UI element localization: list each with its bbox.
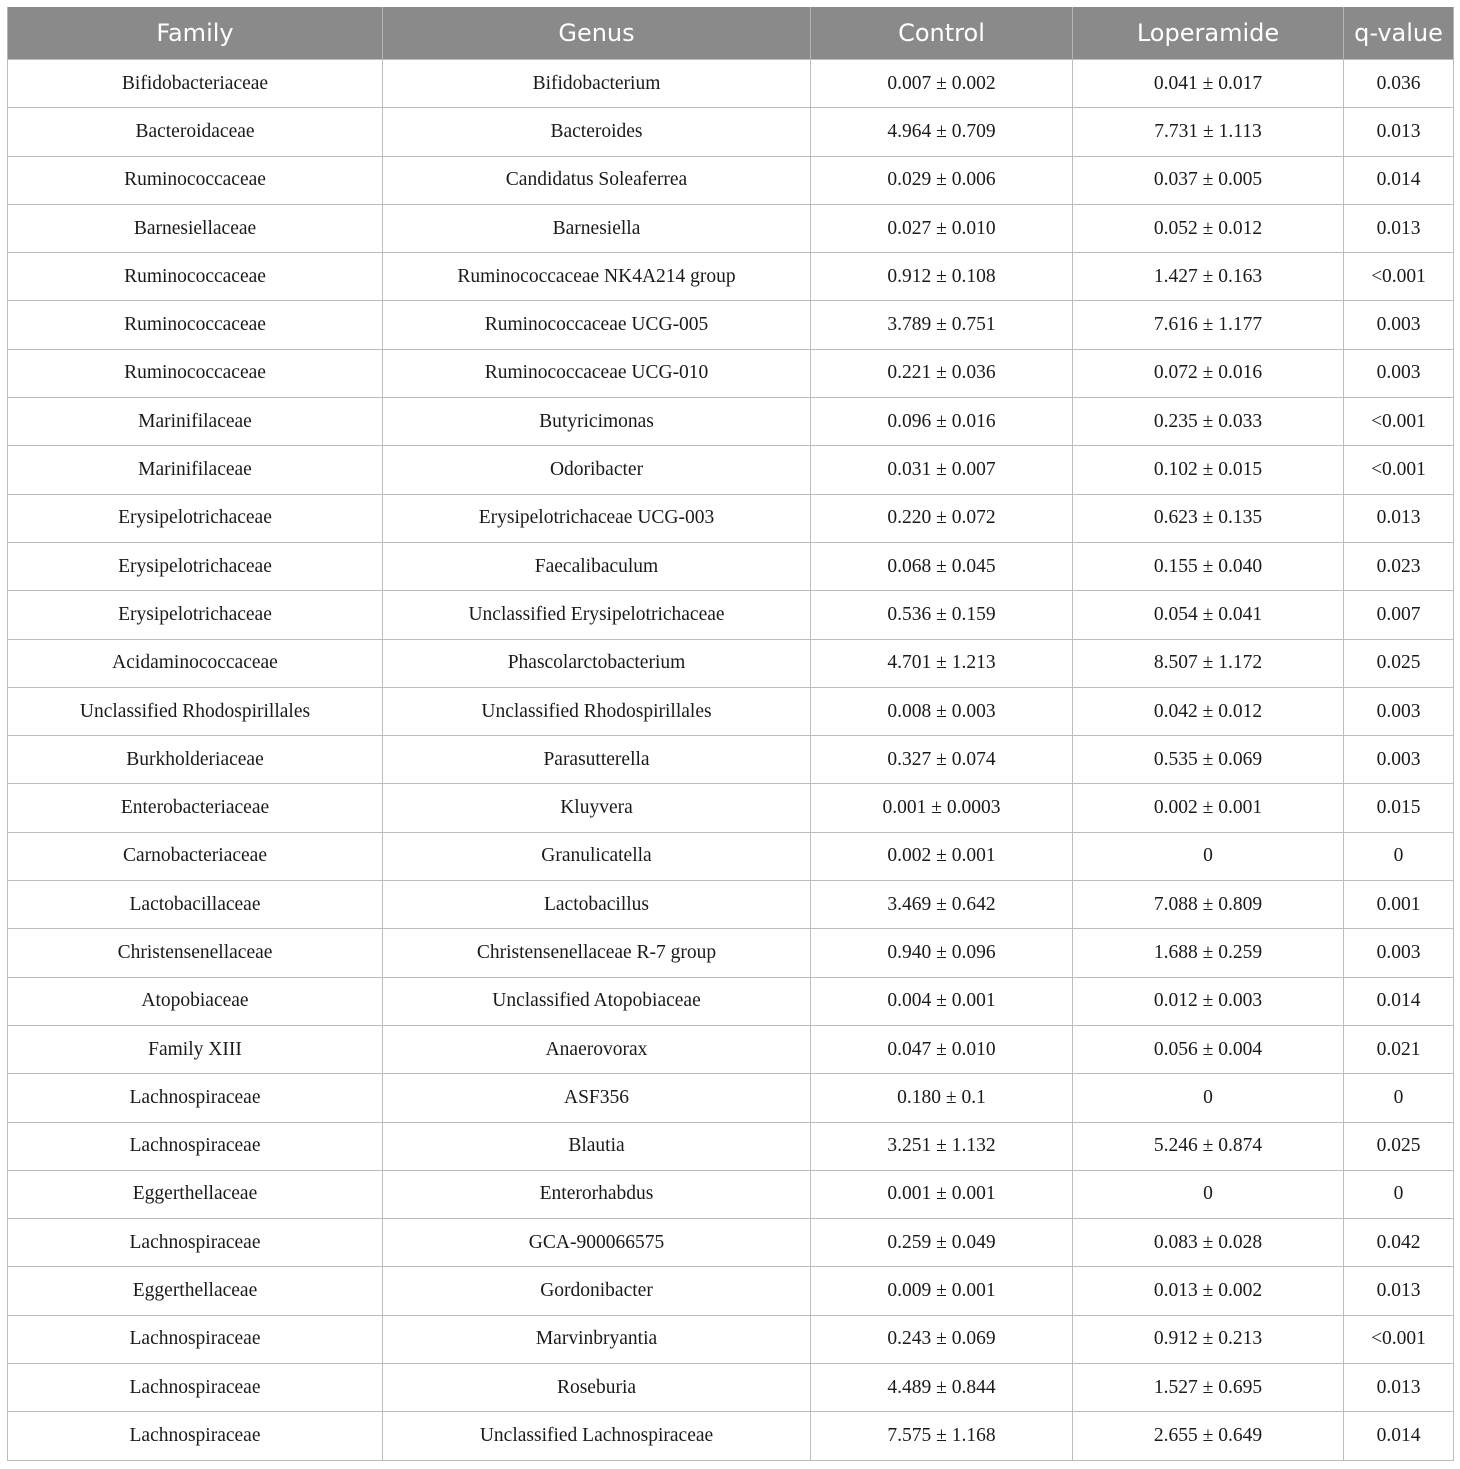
cell-genus: Unclassified Erysipelotrichaceae	[383, 591, 811, 639]
cell-control: 0.536 ± 0.159	[811, 591, 1073, 639]
cell-q-value: 0.003	[1344, 301, 1454, 349]
table-row	[8, 301, 1454, 349]
cell-q-value: <0.001	[1344, 398, 1454, 446]
table-row	[8, 1074, 1454, 1122]
cell-control: 0.259 ± 0.049	[811, 1219, 1073, 1267]
table-row	[8, 977, 1454, 1025]
table-row	[8, 784, 1454, 832]
cell-q-value: 0.013	[1344, 494, 1454, 542]
cell-q-value: 0.014	[1344, 977, 1454, 1025]
cell-genus: Kluyvera	[383, 784, 811, 832]
header-genus: Genus	[383, 7, 811, 60]
cell-loperamide: 8.507 ± 1.172	[1073, 639, 1344, 687]
cell-control: 0.029 ± 0.006	[811, 156, 1073, 204]
cell-family: Family XIII	[8, 1025, 383, 1073]
table-row	[8, 156, 1454, 204]
cell-family: Erysipelotrichaceae	[8, 542, 383, 590]
cell-loperamide: 7.088 ± 0.809	[1073, 881, 1344, 929]
table-row	[8, 446, 1454, 494]
cell-genus: Candidatus Soleaferrea	[383, 156, 811, 204]
cell-genus: Gordonibacter	[383, 1267, 811, 1315]
table-row	[8, 1267, 1454, 1315]
cell-family: Acidaminococcaceae	[8, 639, 383, 687]
cell-genus: Roseburia	[383, 1364, 811, 1412]
cell-family: Ruminococcaceae	[8, 301, 383, 349]
cell-genus: Christensenellaceae R-7 group	[383, 929, 811, 977]
cell-genus: Granulicatella	[383, 832, 811, 880]
cell-q-value: 0.025	[1344, 1122, 1454, 1170]
cell-control: 0.002 ± 0.001	[811, 832, 1073, 880]
table-row	[8, 1412, 1454, 1460]
table-row	[8, 881, 1454, 929]
cell-control: 0.027 ± 0.010	[811, 204, 1073, 252]
cell-family: Ruminococcaceae	[8, 156, 383, 204]
cell-control: 3.251 ± 1.132	[811, 1122, 1073, 1170]
cell-control: 0.008 ± 0.003	[811, 687, 1073, 735]
cell-loperamide: 0.037 ± 0.005	[1073, 156, 1344, 204]
cell-q-value: 0.021	[1344, 1025, 1454, 1073]
cell-genus: GCA-900066575	[383, 1219, 811, 1267]
cell-control: 4.964 ± 0.709	[811, 108, 1073, 156]
cell-q-value: 0.013	[1344, 1364, 1454, 1412]
cell-family: Eggerthellaceae	[8, 1267, 383, 1315]
cell-q-value: 0.014	[1344, 156, 1454, 204]
cell-q-value: 0	[1344, 1074, 1454, 1122]
header-family: Family	[8, 7, 383, 60]
cell-q-value: 0.023	[1344, 542, 1454, 590]
cell-q-value: 0.007	[1344, 591, 1454, 639]
cell-family: Erysipelotrichaceae	[8, 494, 383, 542]
cell-genus: Erysipelotrichaceae UCG-003	[383, 494, 811, 542]
cell-q-value: 0.003	[1344, 736, 1454, 784]
cell-loperamide: 0.072 ± 0.016	[1073, 349, 1344, 397]
cell-control: 0.031 ± 0.007	[811, 446, 1073, 494]
cell-loperamide: 0.042 ± 0.012	[1073, 687, 1344, 735]
cell-family: Burkholderiaceae	[8, 736, 383, 784]
cell-genus: Odoribacter	[383, 446, 811, 494]
cell-loperamide: 7.731 ± 1.113	[1073, 108, 1344, 156]
cell-genus: Bacteroides	[383, 108, 811, 156]
genus-abundance-table	[7, 7, 1454, 1461]
cell-genus: Barnesiella	[383, 204, 811, 252]
cell-family: Ruminococcaceae	[8, 349, 383, 397]
header-loperamide: Loperamide	[1073, 7, 1344, 60]
table-row	[8, 1025, 1454, 1073]
cell-loperamide: 0.013 ± 0.002	[1073, 1267, 1344, 1315]
cell-q-value: 0	[1344, 1170, 1454, 1218]
cell-loperamide: 0.054 ± 0.041	[1073, 591, 1344, 639]
cell-control: 0.912 ± 0.108	[811, 253, 1073, 301]
cell-q-value: 0.003	[1344, 687, 1454, 735]
cell-loperamide: 2.655 ± 0.649	[1073, 1412, 1344, 1460]
cell-control: 0.221 ± 0.036	[811, 349, 1073, 397]
cell-control: 0.220 ± 0.072	[811, 494, 1073, 542]
cell-q-value: 0.003	[1344, 929, 1454, 977]
cell-family: Erysipelotrichaceae	[8, 591, 383, 639]
cell-family: Lachnospiraceae	[8, 1122, 383, 1170]
cell-loperamide: 1.427 ± 0.163	[1073, 253, 1344, 301]
cell-family: Bifidobacteriaceae	[8, 60, 383, 108]
cell-loperamide: 0.912 ± 0.213	[1073, 1315, 1344, 1363]
cell-family: Lactobacillaceae	[8, 881, 383, 929]
table-row	[8, 1315, 1454, 1363]
cell-q-value: 0.025	[1344, 639, 1454, 687]
cell-genus: Blautia	[383, 1122, 811, 1170]
cell-q-value: 0.003	[1344, 349, 1454, 397]
cell-control: 0.180 ± 0.1	[811, 1074, 1073, 1122]
cell-loperamide: 0	[1073, 832, 1344, 880]
cell-genus: Ruminococcaceae UCG-005	[383, 301, 811, 349]
cell-loperamide: 5.246 ± 0.874	[1073, 1122, 1344, 1170]
cell-genus: Anaerovorax	[383, 1025, 811, 1073]
cell-q-value: 0.014	[1344, 1412, 1454, 1460]
cell-family: Lachnospiraceae	[8, 1074, 383, 1122]
cell-family: Ruminococcaceae	[8, 253, 383, 301]
cell-loperamide: 0	[1073, 1170, 1344, 1218]
table-row	[8, 832, 1454, 880]
cell-family: Christensenellaceae	[8, 929, 383, 977]
cell-control: 0.096 ± 0.016	[811, 398, 1073, 446]
cell-loperamide: 0.052 ± 0.012	[1073, 204, 1344, 252]
cell-q-value: 0.013	[1344, 108, 1454, 156]
table-row	[8, 398, 1454, 446]
cell-loperamide: 0.012 ± 0.003	[1073, 977, 1344, 1025]
cell-genus: Lactobacillus	[383, 881, 811, 929]
table-row	[8, 591, 1454, 639]
cell-control: 0.940 ± 0.096	[811, 929, 1073, 977]
table-row	[8, 542, 1454, 590]
cell-genus: Faecalibaculum	[383, 542, 811, 590]
table-row	[8, 1219, 1454, 1267]
cell-control: 0.001 ± 0.0003	[811, 784, 1073, 832]
cell-family: Enterobacteriaceae	[8, 784, 383, 832]
table-row	[8, 494, 1454, 542]
table-row	[8, 687, 1454, 735]
cell-q-value: 0.036	[1344, 60, 1454, 108]
cell-control: 0.068 ± 0.045	[811, 542, 1073, 590]
cell-genus: Parasutterella	[383, 736, 811, 784]
cell-family: Carnobacteriaceae	[8, 832, 383, 880]
cell-loperamide: 0	[1073, 1074, 1344, 1122]
cell-control: 3.789 ± 0.751	[811, 301, 1073, 349]
cell-loperamide: 1.527 ± 0.695	[1073, 1364, 1344, 1412]
cell-family: Lachnospiraceae	[8, 1219, 383, 1267]
cell-genus: Unclassified Rhodospirillales	[383, 687, 811, 735]
table-row	[8, 204, 1454, 252]
cell-genus: Marvinbryantia	[383, 1315, 811, 1363]
cell-family: Lachnospiraceae	[8, 1364, 383, 1412]
cell-loperamide: 1.688 ± 0.259	[1073, 929, 1344, 977]
table-body	[8, 60, 1454, 1461]
cell-genus: Butyricimonas	[383, 398, 811, 446]
cell-family: Bacteroidaceae	[8, 108, 383, 156]
cell-loperamide: 0.056 ± 0.004	[1073, 1025, 1344, 1073]
cell-family: Lachnospiraceae	[8, 1315, 383, 1363]
cell-family: Unclassified Rhodospirillales	[8, 687, 383, 735]
cell-family: Marinifilaceae	[8, 446, 383, 494]
cell-control: 4.701 ± 1.213	[811, 639, 1073, 687]
cell-q-value: <0.001	[1344, 1315, 1454, 1363]
table-row	[8, 1122, 1454, 1170]
cell-control: 0.004 ± 0.001	[811, 977, 1073, 1025]
header-row	[8, 7, 1454, 60]
cell-control: 0.327 ± 0.074	[811, 736, 1073, 784]
cell-q-value: 0	[1344, 832, 1454, 880]
cell-control: 0.007 ± 0.002	[811, 60, 1073, 108]
header-control: Control	[811, 7, 1073, 60]
table-row	[8, 736, 1454, 784]
table-header	[8, 7, 1454, 60]
cell-genus: Ruminococcaceae UCG-010	[383, 349, 811, 397]
data-table-container	[7, 7, 1453, 1461]
cell-loperamide: 0.002 ± 0.001	[1073, 784, 1344, 832]
cell-genus: Unclassified Lachnospiraceae	[383, 1412, 811, 1460]
cell-q-value: 0.015	[1344, 784, 1454, 832]
table-row	[8, 253, 1454, 301]
table-row	[8, 639, 1454, 687]
cell-genus: Ruminococcaceae NK4A214 group	[383, 253, 811, 301]
cell-q-value: 0.013	[1344, 204, 1454, 252]
cell-family: Barnesiellaceae	[8, 204, 383, 252]
cell-q-value: 0.042	[1344, 1219, 1454, 1267]
table-row	[8, 929, 1454, 977]
cell-q-value: <0.001	[1344, 446, 1454, 494]
cell-family: Eggerthellaceae	[8, 1170, 383, 1218]
cell-q-value: 0.013	[1344, 1267, 1454, 1315]
cell-control: 0.009 ± 0.001	[811, 1267, 1073, 1315]
cell-loperamide: 0.535 ± 0.069	[1073, 736, 1344, 784]
cell-q-value: 0.001	[1344, 881, 1454, 929]
cell-genus: Phascolarctobacterium	[383, 639, 811, 687]
table-row	[8, 108, 1454, 156]
cell-q-value: <0.001	[1344, 253, 1454, 301]
cell-genus: ASF356	[383, 1074, 811, 1122]
cell-control: 7.575 ± 1.168	[811, 1412, 1073, 1460]
cell-loperamide: 7.616 ± 1.177	[1073, 301, 1344, 349]
cell-loperamide: 0.102 ± 0.015	[1073, 446, 1344, 494]
header-q-value: q-value	[1344, 7, 1454, 60]
table-row	[8, 1170, 1454, 1218]
cell-genus: Enterorhabdus	[383, 1170, 811, 1218]
cell-control: 0.047 ± 0.010	[811, 1025, 1073, 1073]
cell-genus: Unclassified Atopobiaceae	[383, 977, 811, 1025]
cell-control: 3.469 ± 0.642	[811, 881, 1073, 929]
cell-loperamide: 0.235 ± 0.033	[1073, 398, 1344, 446]
cell-loperamide: 0.041 ± 0.017	[1073, 60, 1344, 108]
table-row	[8, 60, 1454, 108]
cell-family: Atopobiaceae	[8, 977, 383, 1025]
cell-control: 4.489 ± 0.844	[811, 1364, 1073, 1412]
cell-loperamide: 0.623 ± 0.135	[1073, 494, 1344, 542]
table-row	[8, 1364, 1454, 1412]
cell-loperamide: 0.155 ± 0.040	[1073, 542, 1344, 590]
cell-family: Marinifilaceae	[8, 398, 383, 446]
cell-control: 0.001 ± 0.001	[811, 1170, 1073, 1218]
cell-family: Lachnospiraceae	[8, 1412, 383, 1460]
table-row	[8, 349, 1454, 397]
cell-genus: Bifidobacterium	[383, 60, 811, 108]
cell-loperamide: 0.083 ± 0.028	[1073, 1219, 1344, 1267]
cell-control: 0.243 ± 0.069	[811, 1315, 1073, 1363]
